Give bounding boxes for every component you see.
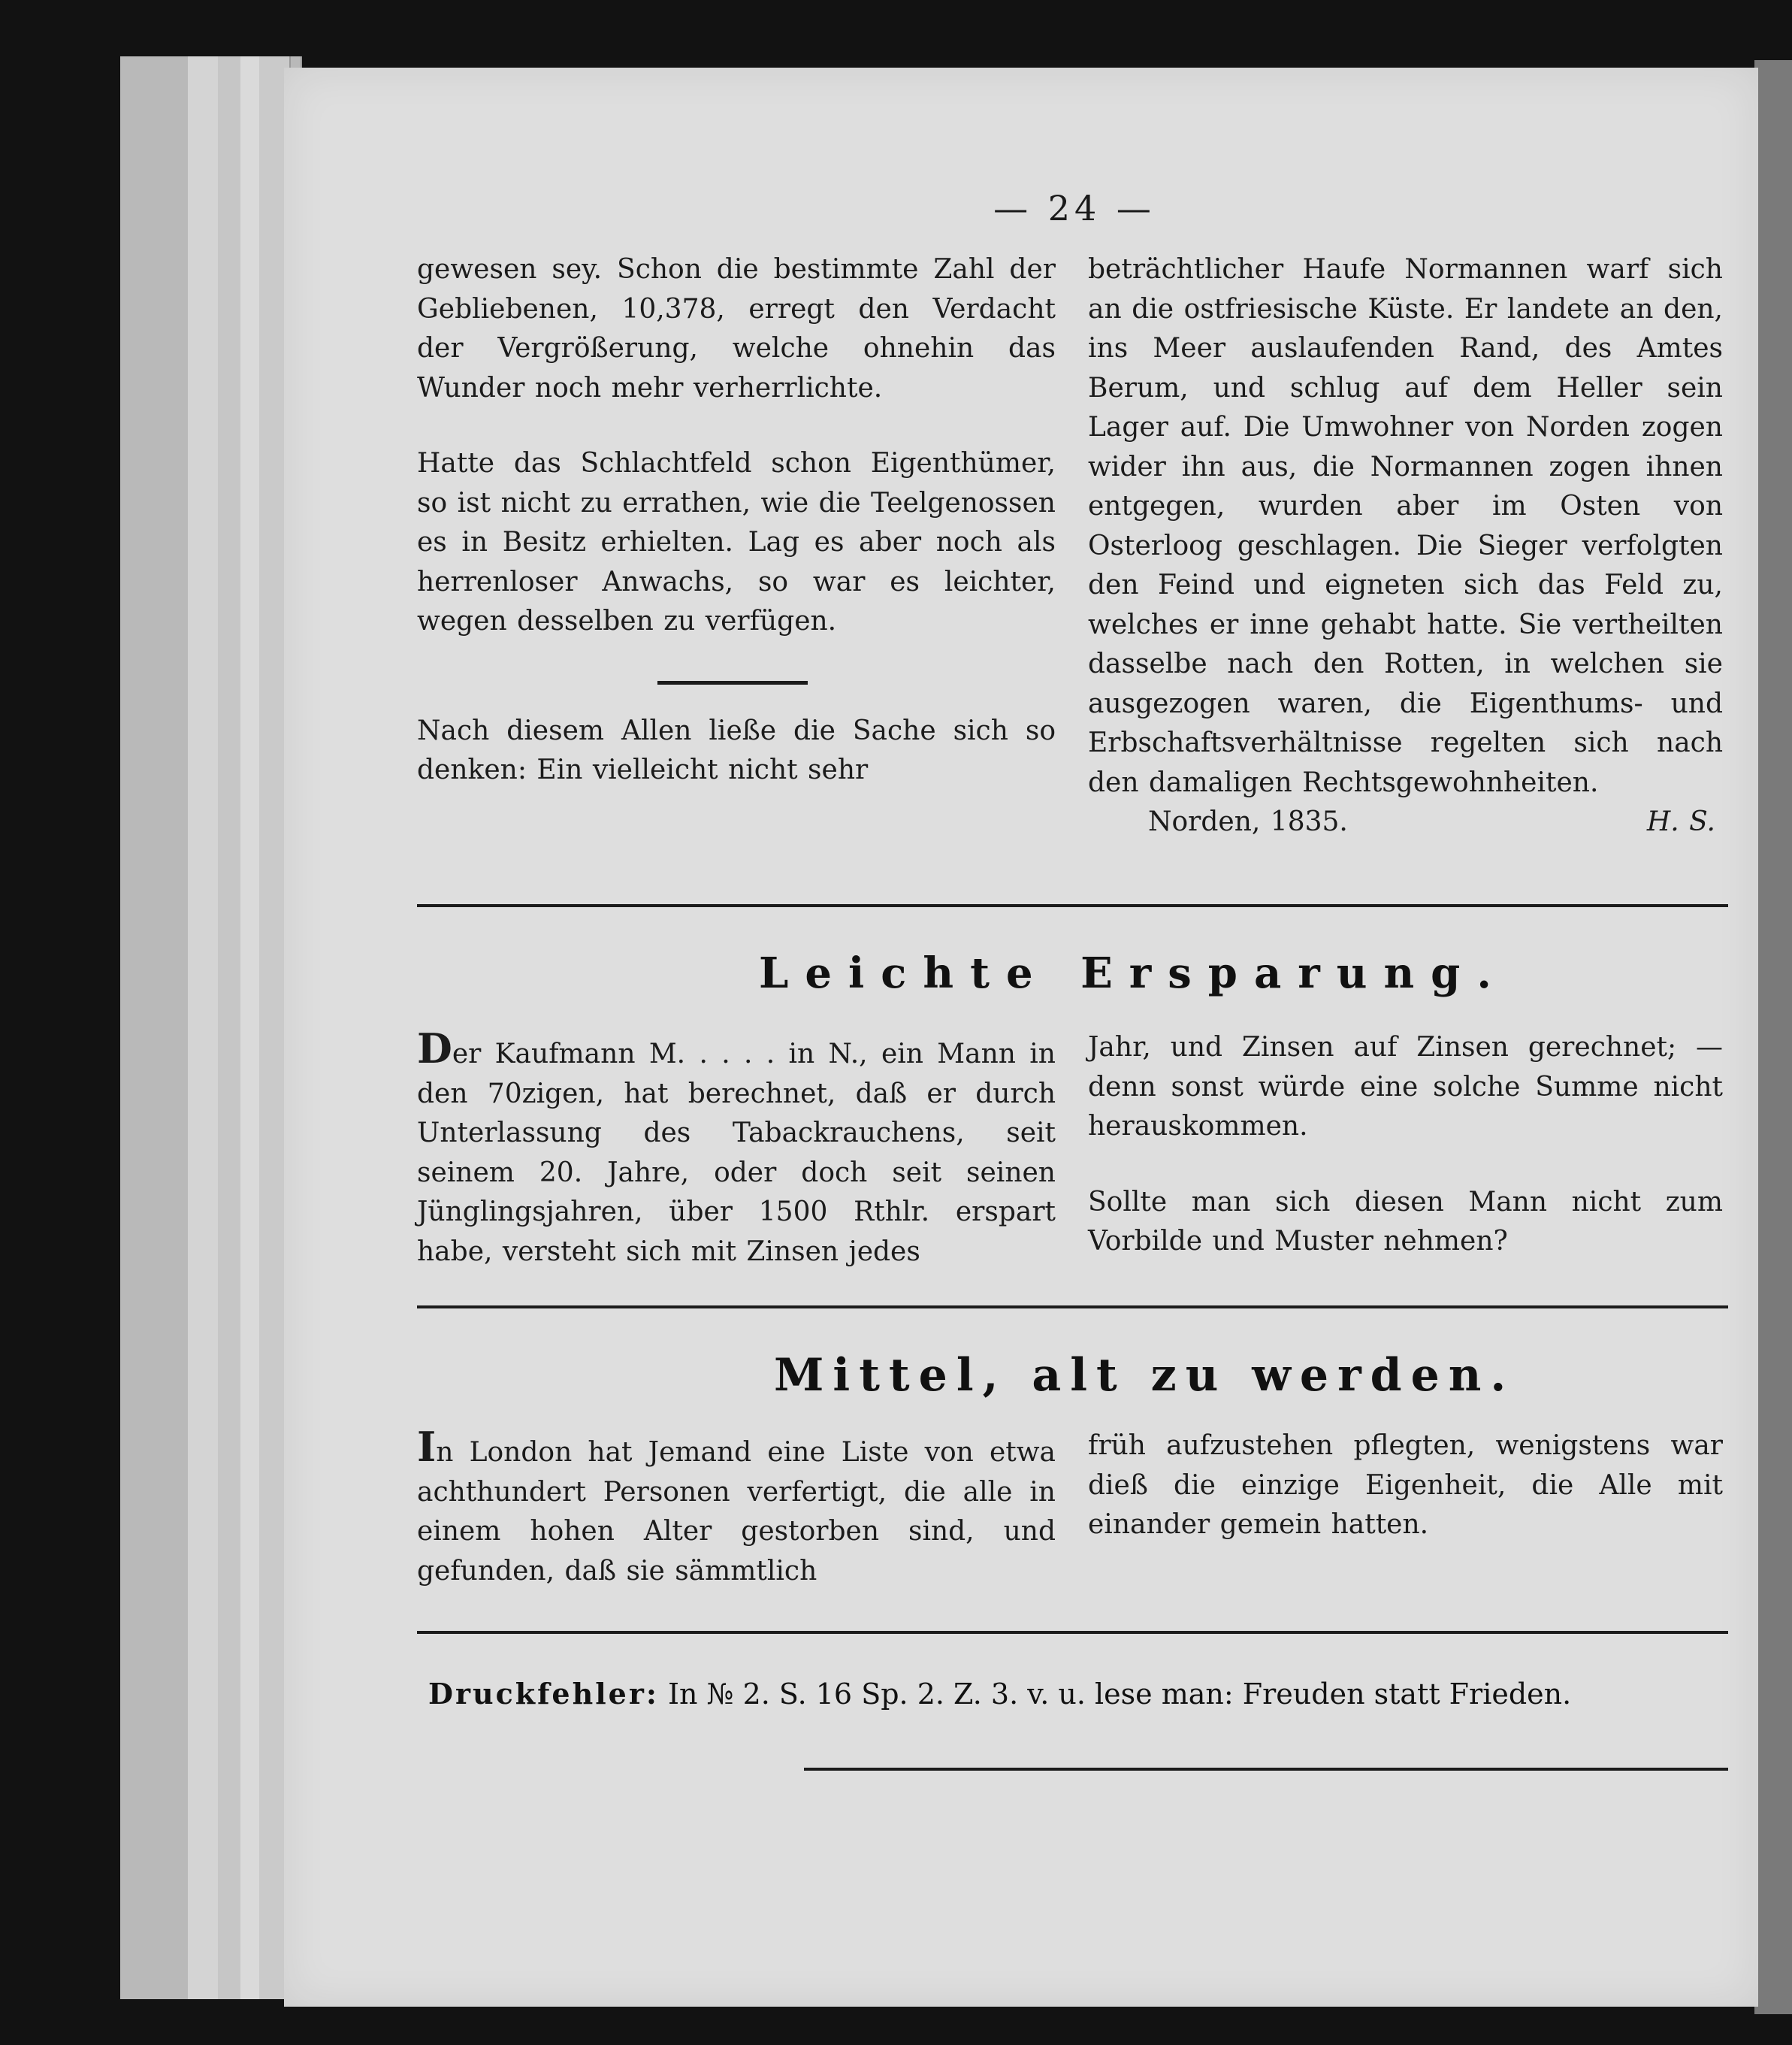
- article2-title: Leichte Ersparung.: [759, 948, 1508, 998]
- page-number: — 24 —: [993, 188, 1156, 228]
- end-rule: [804, 1768, 1728, 1771]
- article1-paragraph: Hatte das Schlachtfeld schon Eigenthümer, so ist nicht zu errathen, wie die Teelgenossen es in Besitz erhielten. Lag es aber noch als herrenloser Anwachs, so war es leichter, wegen desselben zu verfügen.: [417, 448, 1056, 637]
- section-divider-short: [657, 681, 808, 685]
- section-divider: [417, 1305, 1728, 1308]
- article1-paragraph: Nach diesem Allen ließe die Sache sich so denken: Ein vielleicht nicht sehr: [417, 715, 1056, 785]
- facing-page-edge: [1754, 60, 1792, 2014]
- section-divider: [417, 1631, 1728, 1634]
- article1-signature: [1088, 803, 1723, 843]
- erratum-label: Druckfehler:: [428, 1677, 659, 1711]
- article3-text: n London hat Jemand eine Liste von etwa achthundert Personen verfertigt, die alle in einem hohen Alter gestorben sind, und gefunden, daß sie sämmtlich: [417, 1437, 1056, 1587]
- drop-cap: I: [417, 1423, 437, 1471]
- article3-paragraph: [417, 1423, 1056, 1591]
- article1-right-column: [1088, 250, 1723, 843]
- article1-paragraph: beträchtlicher Haufe Normannen warf sich an die ostfriesische Küste. Er landete an den, ins Meer auslaufenden Rand, des Amtes Berum, und schlug auf dem Heller sein Lager auf. Die Umwohner von Norden zogen wider ihn aus, die Normannen zogen ihnen entgegen, wurden aber im Osten von Osterloog geschlagen. Die Sieger verfolgten den Feind und eigneten sich das Feld zu, welches er inne gehabt hatte. Sie vertheilten dasselbe nach den Rotten, in welchen sie ausgezogen waren, die Eigenthums- und Erbschaftsverhältnisse regelten sich nach den damaligen Rechtsgewohnheiten.: [1088, 254, 1723, 798]
- article2-paragraph: Jahr, und Zinsen auf Zinsen gerechnet; — denn sonst würde eine solche Summe nicht herauskommen.: [1088, 1032, 1723, 1142]
- signature-place: Norden, 1835.: [1148, 806, 1348, 837]
- erratum-note: [428, 1672, 1736, 1716]
- drop-cap: D: [417, 1024, 452, 1072]
- article1-left-column: [417, 250, 1056, 791]
- section-divider: [417, 904, 1728, 907]
- article2-paragraph: Sollte man sich diesen Mann nicht zum Vorbilde und Muster nehmen?: [1088, 1186, 1723, 1257]
- article1-paragraph: gewesen sey. Schon die bestimmte Zahl der Gebliebenen, 10,378, erregt den Verdacht der Vergrößerung, welche ohnehin das Wunder noch mehr verherrlichte.: [417, 254, 1056, 404]
- erratum-text: In № 2. S. 16 Sp. 2. Z. 3. v. u. lese man: Freuden statt Frieden.: [667, 1677, 1572, 1711]
- article3-title: Mittel, alt zu werden.: [774, 1349, 1515, 1402]
- article2-paragraph: [417, 1024, 1056, 1272]
- article2-text: er Kaufmann M. . . . . in N., ein Mann in den 70zigen, hat berechnet, daß er durch Unterlassung des Tabackrauchens, seit seinem 20. Jahre, oder doch seit seinen Jünglingsjahren, über 1500 Rthlr. erspart habe, versteht sich mit Zinsen jedes: [417, 1039, 1056, 1267]
- article3-right-column: [1088, 1426, 1723, 1545]
- article2-right-column: [1088, 1028, 1723, 1262]
- article3-paragraph: früh aufzustehen pflegten, wenigstens war dieß die einzige Eigenheit, die Alle mit einander gemein hatten.: [1088, 1430, 1723, 1540]
- signature-initials: H. S.: [1646, 806, 1715, 837]
- article2-left-column: [417, 1024, 1056, 1272]
- article3-left-column: [417, 1423, 1056, 1591]
